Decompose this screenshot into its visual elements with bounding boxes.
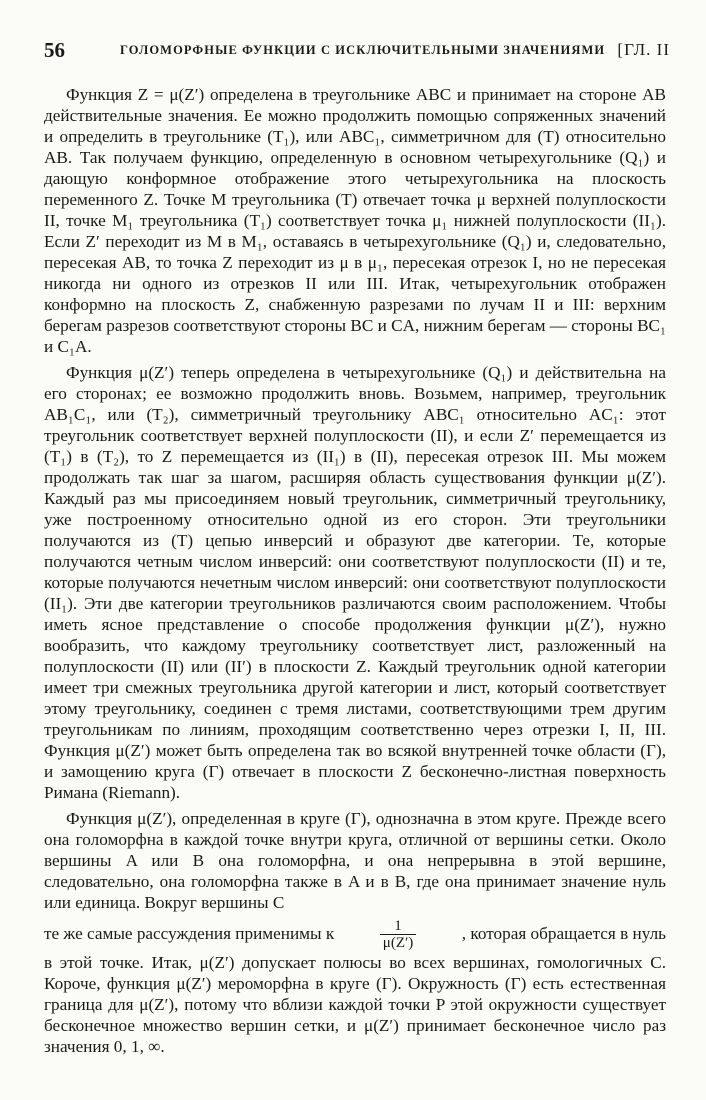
running-title: ГОЛОМОРФНЫЕ ФУНКЦИИ С ИСКЛЮЧИТЕЛЬНЫМИ ЗНАЧЕНИЯМИ [120,43,606,57]
fraction [380,918,416,951]
body-text [44,84,666,1057]
fraction-line-before: те же самые рассуждения применимы к [44,924,335,943]
fraction-denominator: μ(Z′) [380,934,416,951]
fraction-numerator: 1 [394,917,402,934]
page-number: 56 [44,38,65,62]
page-header [44,38,670,62]
fraction-line-after: , которая обращается в нуль [461,924,666,943]
paragraph-2: Функция μ(Z′) теперь определена в четырехугольнике (Q₁) и действительна на его сторонах; ее возможно продолжить вновь. Возьмем, например, треугольник AB₁C₁, или (T₂), симметричный треугольнику ABC₁ относительно AC₁: этот треугольник соответствует верхней полуплоскости (II), и если Z′ перемещается из (T₁) в (T₂), то Z перемещается из (II₁) в (II), пересекая отрезок III. Мы можем продолжать так шаг за шагом, расширяя область существования функции μ(Z′). Каждый раз мы присоединяем новый треугольник, симметричный треугольнику, уже построенному относительно одной из его сторон. Эти треугольники получаются из (T) цепью инверсий и образуют две категории. Те, которые получаются четным числом инверсий: они соответствуют полуплоскости (II) и те, которые получаются нечетным числом инверсий: они соответствуют полуплоскости (II₁). Эти две категории треугольников различаются своим расположением. Чтобы иметь ясное представление о способе продолжения функции μ(Z′), нужно вообразить, что каждому треугольнику соответствует лист, разложенный на полуплоскости (II) или (II′) в плоскости Z. Каждый треугольник одной категории имеет три смежных треугольника другой категории и лист, который соответствует этому треугольнику, соединен с тремя листами, соответствующими трем другим треугольникам по линиям, проходящим соответственно через отрезки I, II, III. Функция μ(Z′) может быть определена так во всякой внутренней точке области (Г), и замощению круга (Г) отвечает в плоскости Z бесконечно-листная поверхность Римана (Riemann). [44,363,666,802]
paragraph-3-end: в этой точке. Итак, μ(Z′) допускает полюсы во всех вершинах, гомологичных C. Короче, функция μ(Z′) мероморфна в круге (Г). Окружность (Г) есть естественная граница для μ(Z′), потому что вблизи каждой точки P этой окружности существует бесконечное множество вершин сетки, и μ(Z′) принимает бесконечное число раз значения 0, 1, ∞. [44,953,666,1056]
fraction-line [44,916,666,952]
chapter-label: [ГЛ. II [617,40,670,59]
paragraph-1: Функция Z = μ(Z′) определена в треугольнике ABC и принимает на стороне AB действительные значения. Ее можно продолжить помощью сопряженных значений и определить в треугольнике (T₁), или ABC₁, симметричном для (T) относительно AB. Так получаем функцию, определенную в основном четырехугольнике (Q₁) и дающую конформное отображение этого четырехугольника на плоскость переменного Z. Точке M треугольника (T) отвечает точка μ верхней полуплоскости II, точке M₁ треугольника (T₁) соответствует точка μ₁ нижней полуплоскости (II₁). Если Z′ переходит из M в M₁, оставаясь в четырехугольнике (Q₁) и, следовательно, пересекая AB, то точка Z переходит из μ в μ₁, пересекая отрезок I, но не пересекая никогда ни одного из отрезков II или III. Итак, четырехугольник отображен конформно на плоскость Z, снабженную разрезами по лучам II и III: верхним берегам разрезов соответствуют стороны BC и CA, нижним берегам — стороны BC₁ и C₁A. [44,85,666,356]
paragraph-3: Функция μ(Z′), определенная в круге (Г), однозначна в этом круге. Прежде всего она голоморфна в каждой точке внутри круга, отличной от вершины сетки. Около вершины A или B она голоморфна, и она непрерывна в этой вершине, следовательно, она голоморфна также в A и в B, где она принимает значение нуль или единица. Вокруг вершины C [44,809,666,912]
